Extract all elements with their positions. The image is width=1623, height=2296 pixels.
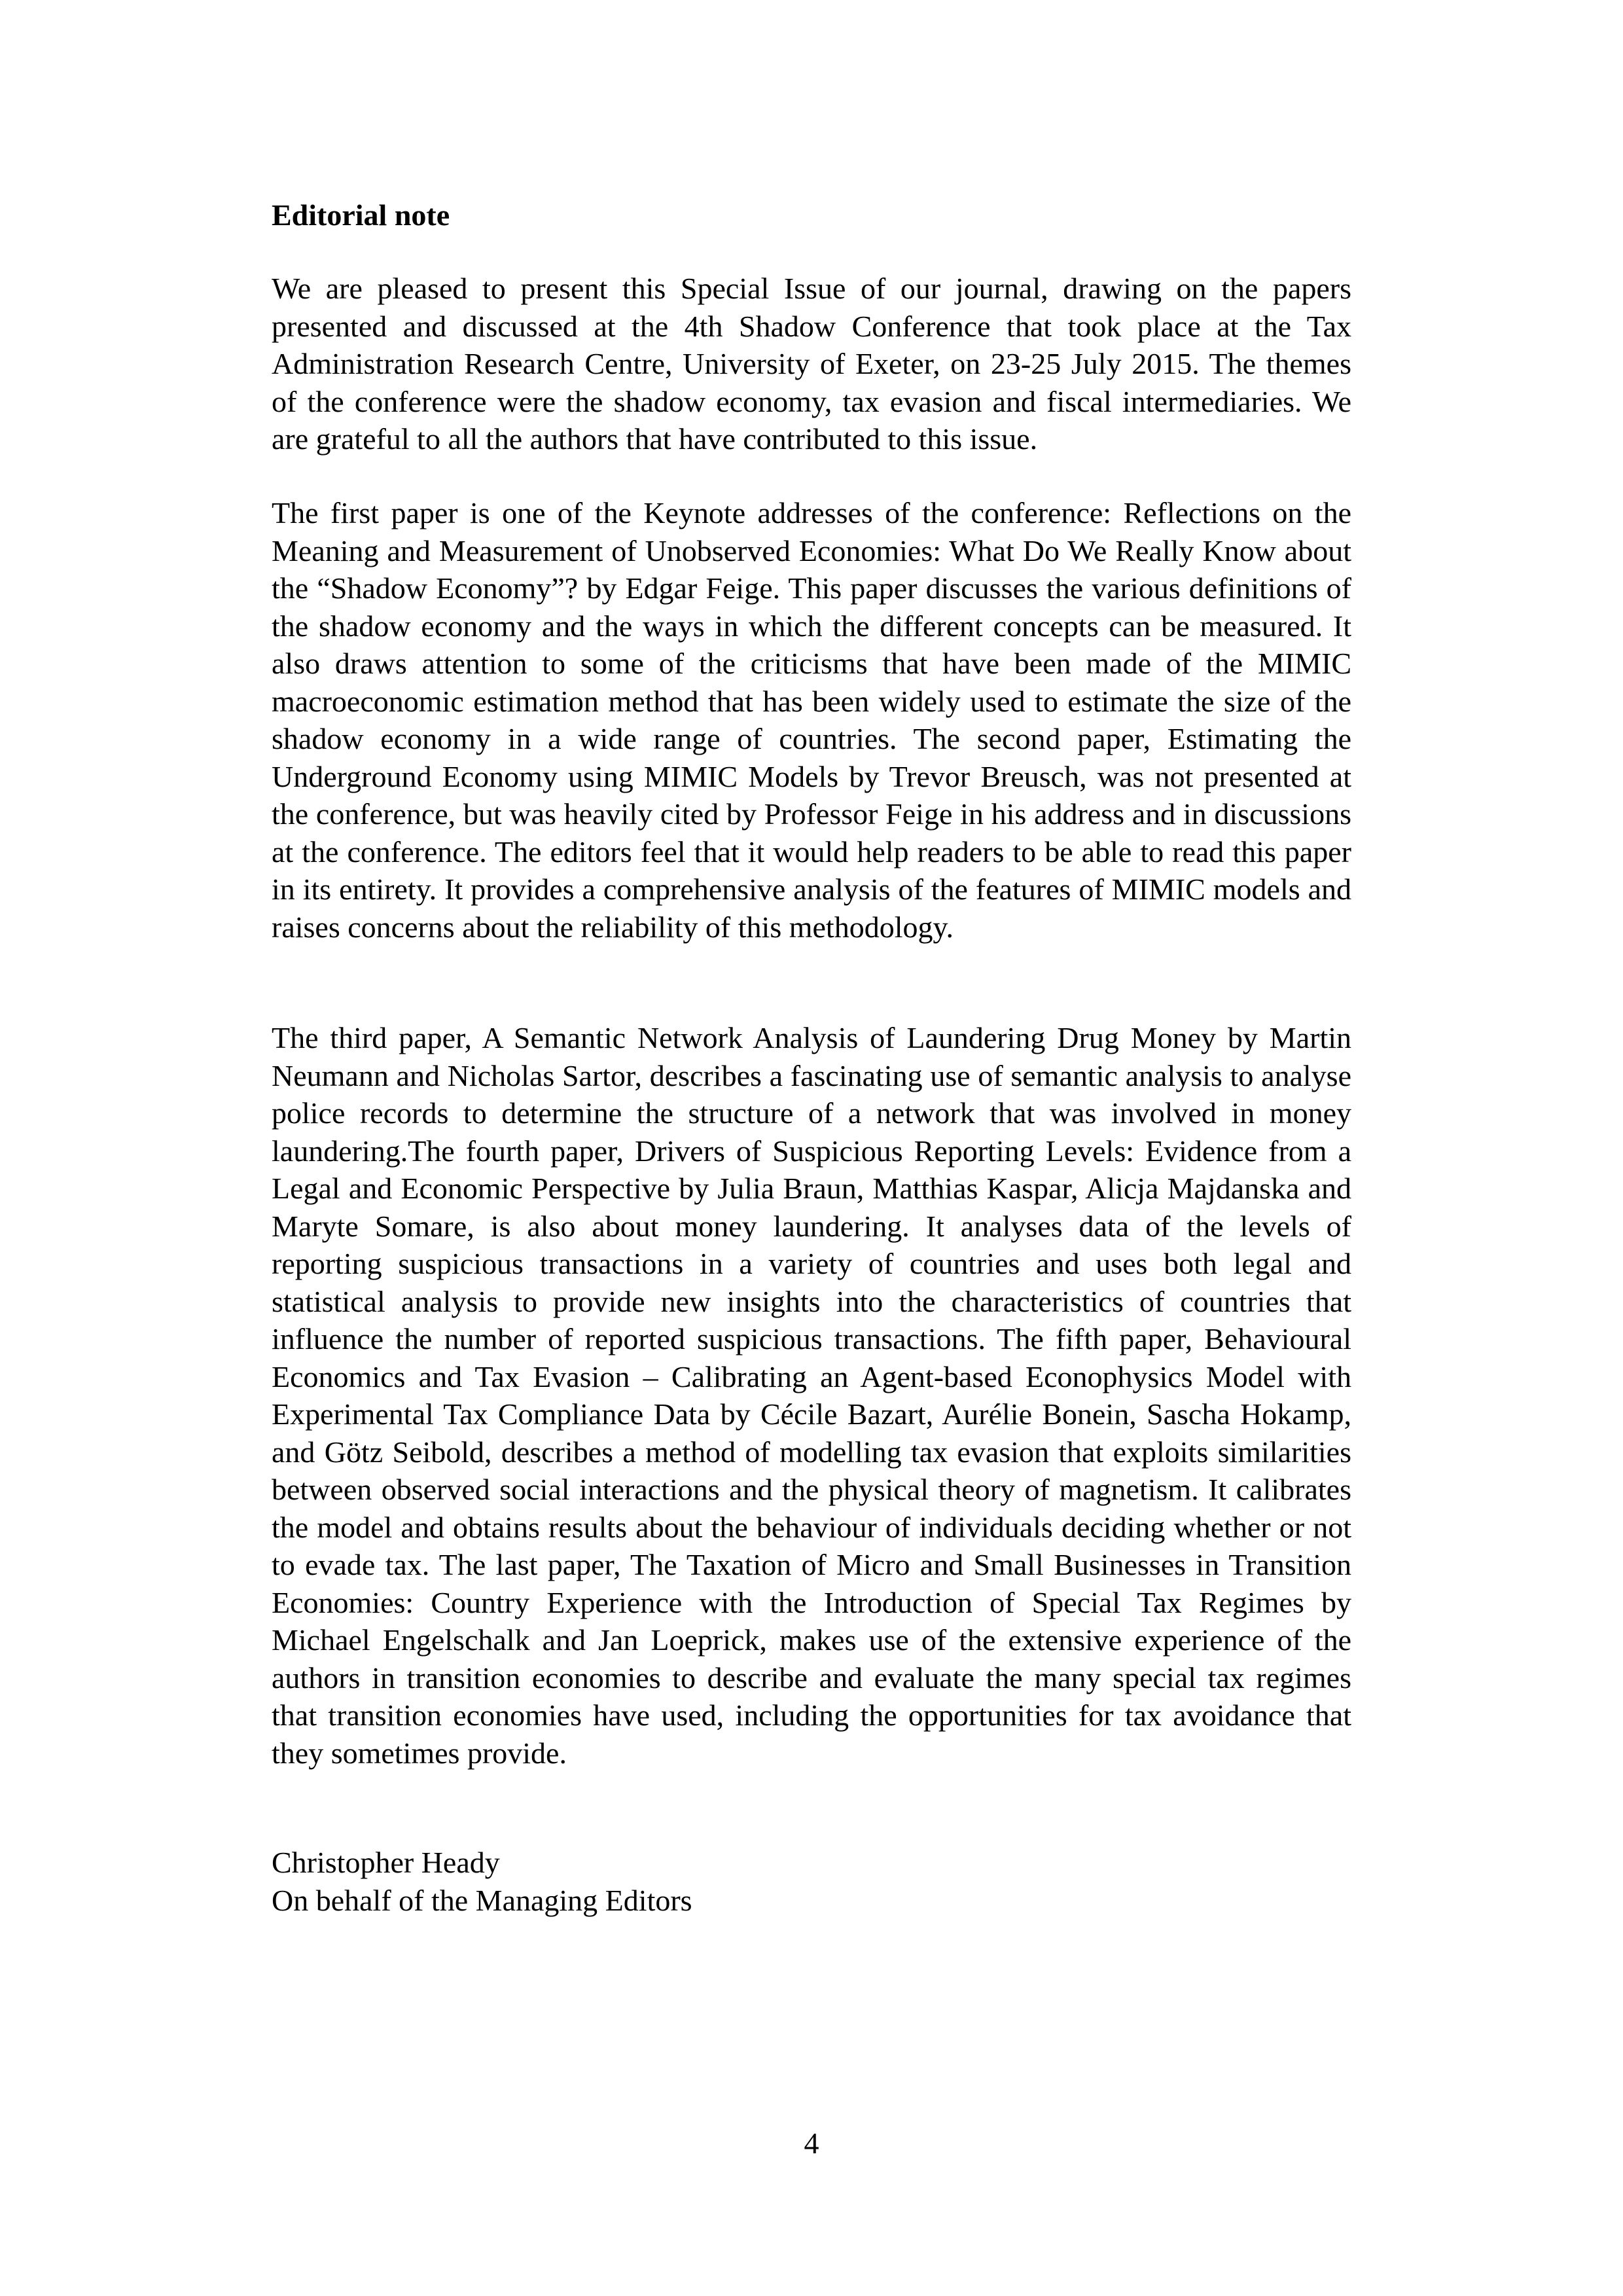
first-papers-paragraph: The first paper is one of the Keynote addresses of the conference: Reflections on the Meaning and Measurement of Unobserved Economies: What Do We Really Know about the “Shadow Economy”? by Edgar Feige. This paper discusses the various definitions of the shadow economy and the ways in which the different concepts can be measured. It also draws attention to some of the criticisms that have been made of the MIMIC macroeconomic estimation method that has been widely used to estimate the size of the shadow economy in a wide range of countries. The second paper, Estimating the Underground Economy using MIMIC Models by Trevor Breusch, was not presented at the conference, but was heavily cited by Professor Feige in his address and in discussions at the conference. The editors feel that it would help readers to be able to read this paper in its entirety. It provides a comprehensive analysis of the features of MIMIC models and raises concerns about the reliability of this methodology. — [272, 496, 1351, 944]
page-number: 4 — [804, 2126, 819, 2160]
signature-name: Christopher Heady — [272, 1846, 500, 1879]
intro-paragraph: We are pleased to present this Special Issue of our journal, drawing on the papers presented and discussed at the 4th Shadow Conference that took place at the Tax Administration Research Centre, University of Exeter, on 23-25 July 2015. The themes of the conference were the shadow economy, tax evasion and fiscal intermediaries. We are grateful to all the authors that have contributed to this issue. — [272, 272, 1351, 456]
signature-role: On behalf of the Managing Editors — [272, 1883, 692, 1917]
editorial-heading: Editorial note — [272, 198, 450, 232]
signature-block — [272, 1844, 692, 1919]
remaining-papers-paragraph: The third paper, A Semantic Network Analysis of Laundering Drug Money by Martin Neumann and Nicholas Sartor, describes a fascinating use of semantic analysis to analyse police records to determine the structure of a network that was involved in money laundering.The fourth paper, Drivers of Suspicious Reporting Levels: Evidence from a Legal and Economic Perspective by Julia Braun, Matthias Kaspar, Alicja Majdanska and Maryte Somare, is also about money laundering. It analyses data of the levels of reporting suspicious transactions in a variety of countries and uses both legal and statistical analysis to provide new insights into the characteristics of countries that influence the number of reported suspicious transactions. The fifth paper, Behavioural Economics and Tax Evasion – Calibrating an Agent-based Econophysics Model with Experimental Tax Compliance Data by Cécile Bazart, Aurélie Bonein, Sascha Hokamp, and Götz Seibold, describes a method of modelling tax evasion that exploits similarities between observed social interactions and the physical theory of magnetism. It calibrates the model and obtains results about the behaviour of individuals deciding whether or not to evade tax. The last paper, The Taxation of Micro and Small Businesses in Transition Economies: Country Experience with the Introduction of Special Tax Regimes by Michael Engelschalk and Jan Loeprick, makes use of the extensive experience of the authors in transition economies to describe and evaluate the many special tax regimes that transition economies have used, including the opportunities for tax avoidance that they sometimes provide. — [272, 1021, 1351, 1770]
